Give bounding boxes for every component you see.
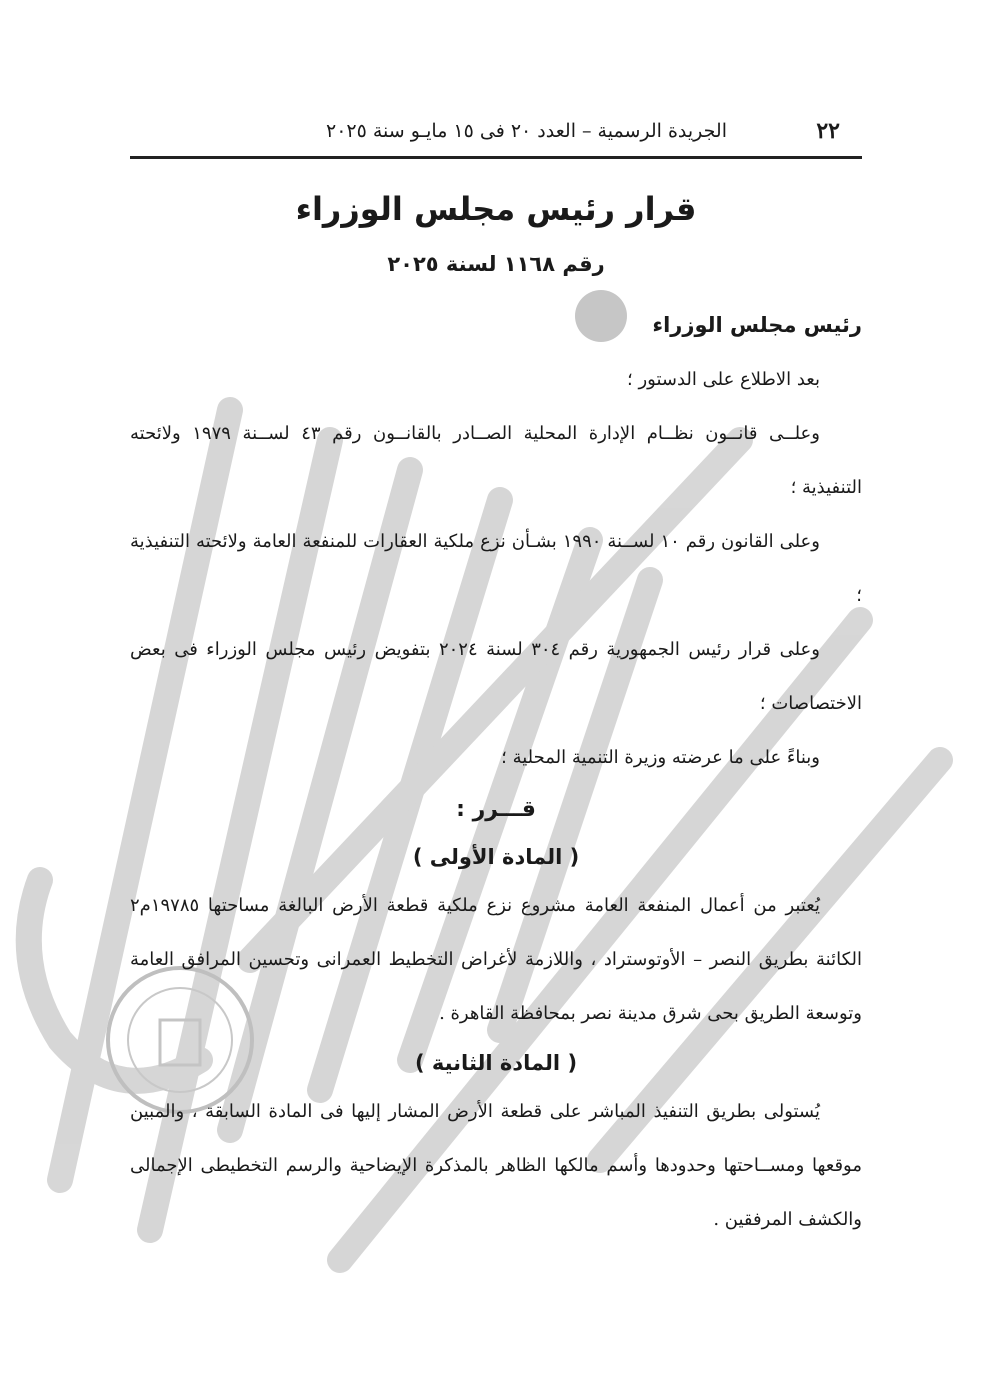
article-2-heading: ( المادة الثانية ) [414, 1051, 578, 1075]
issuing-authority: رئيس مجلس الوزراء [652, 313, 862, 337]
article-1-heading: ( المادة الأولى ) [412, 845, 580, 869]
decree-title: قرار رئيس مجلس الوزراء [295, 190, 697, 228]
preamble-clause: وعلى القانون رقم ١٠ لســنة ١٩٩٠ بشـأن نزع ملكية العقارات للمنفعة العامة ولائحته التنفيذية ؛ [130, 531, 862, 606]
page-header [130, 112, 862, 159]
decree-number: رقم ١١٦٨ لسنة ٢٠٢٥ [387, 252, 605, 276]
page-number: ٢٢ [816, 118, 840, 144]
preamble-clause: وعلــى قانــون نظــام الإدارة المحلية الصــادر بالقانــون رقم ٤٣ لســنة ١٩٧٩ ولائحته التنفيذية ؛ [130, 423, 862, 498]
preamble-clause: وعلى قرار رئيس الجمهورية رقم ٣٠٤ لسنة ٢٠٢٤ بتفويض رئيس مجلس الوزراء فى بعض الاختصاصات ؛ [130, 639, 862, 714]
gazette-issue-line: الجريدة الرسمية – العدد ٢٠ فى ١٥ مايـو سنة ٢٠٢٥ [325, 120, 727, 142]
decided-label: قـــرر : [456, 797, 536, 822]
article-2-text: يُستولى بطريق التنفيذ المباشر على قطعة الأرض المشار إليها فى المادة السابقة ، والمبين موقعها ومســاحتها وحدودها وأسم مالكها الظاهر بالمذكرة الإيضاحية والرسم التخطيطى الإجمالى والكشف المرفقين . [130, 1101, 862, 1230]
preamble-clause: وبناءً على ما عرضته وزيرة التنمية المحلية ؛ [501, 747, 820, 768]
preamble-clause: بعد الاطلاع على الدستور ؛ [627, 369, 820, 390]
article-1-text: يُعتبر من أعمال المنفعة العامة مشروع نزع ملكية قطعة الأرض البالغة مساحتها ١٩٧٨٥م٢ الكائنة بطريق النصر – الأوتوستراد ، واللازمة لأغراض التخطيط العمرانى وتحسين المرافق العامة وتوسعة الطريق بحى شرق مدينة نصر بمحافظة القاهرة . [130, 895, 862, 1024]
decree-body [130, 305, 862, 1247]
